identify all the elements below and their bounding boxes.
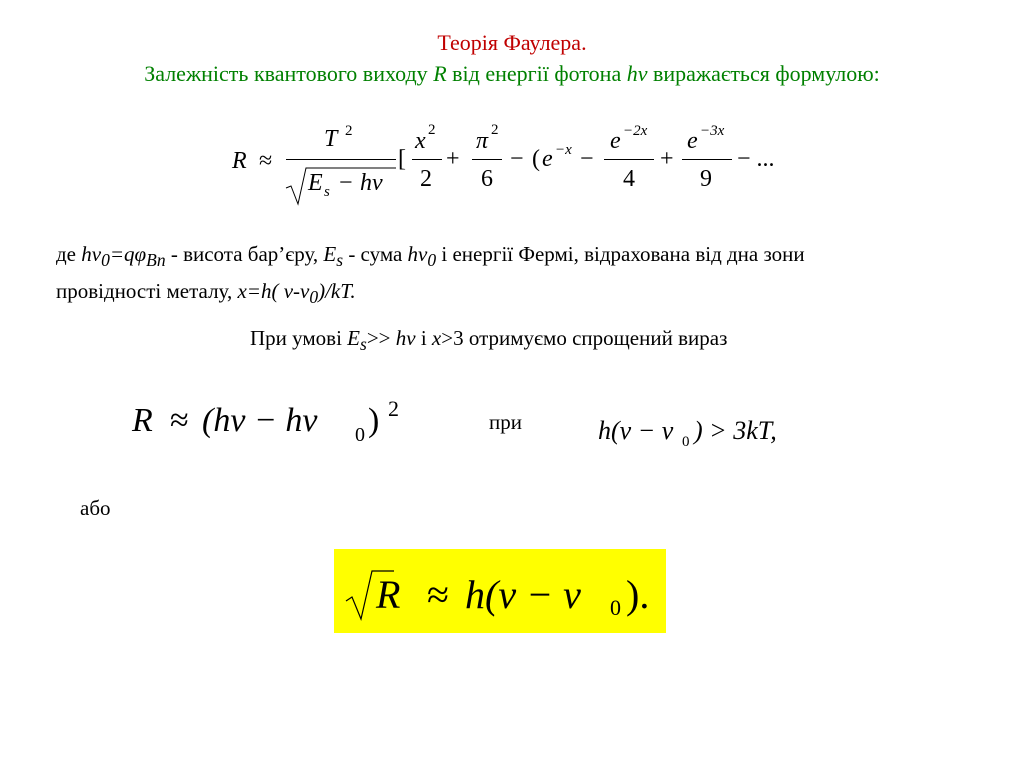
f2-approx: ≈ xyxy=(170,402,189,439)
f4-sub-0: 0 xyxy=(610,595,621,620)
f1-den-2: 2 xyxy=(420,166,432,192)
f1-hv: hν xyxy=(360,170,383,196)
f3-rest: ) > 3kT, xyxy=(694,416,777,445)
f2-sub-0: 0 xyxy=(355,424,365,446)
f3-sub-0: 0 xyxy=(682,434,690,450)
f1-den-6: 6 xyxy=(481,166,493,192)
f2-body: (hν − hν xyxy=(202,402,318,439)
f1-paren: ( xyxy=(532,146,540,172)
simplified-formula xyxy=(132,398,432,454)
f4-approx: ≈ xyxy=(427,572,449,617)
f1-T: T xyxy=(324,126,338,152)
para-sub-0: 0 xyxy=(101,250,110,271)
f1-tail: − ... xyxy=(737,146,775,172)
f1-x: x xyxy=(415,128,426,154)
f4-close: ). xyxy=(626,572,650,617)
para-text-4: і енергії Фермі, відрахована від дна зони xyxy=(436,242,805,266)
f1-plus-2: + xyxy=(660,146,674,172)
f1-bracket: [ xyxy=(398,146,406,172)
f2-exp-2: 2 xyxy=(388,396,399,421)
f1-e2-exp: −2x xyxy=(623,123,648,139)
subtitle-text-3: виражається формулою: xyxy=(647,61,880,86)
cond-hv: hν xyxy=(395,326,416,350)
f1-minus-3: − xyxy=(580,146,594,172)
f1-e2: e xyxy=(610,128,621,154)
para-xdef-2: )/kT. xyxy=(318,279,356,304)
f1-minus: − xyxy=(339,170,353,196)
condition-formula xyxy=(598,412,828,458)
fowler-formula xyxy=(232,118,792,210)
cond-text-4: >3 отримуємо спрощений вираз xyxy=(441,326,728,350)
f1-den-9: 9 xyxy=(700,166,712,192)
f3-body: h(ν − ν xyxy=(598,416,674,445)
f2-close: ) xyxy=(368,402,380,439)
f1-R: R xyxy=(232,148,247,174)
f1-plus: + xyxy=(446,146,460,172)
f1-Es: E xyxy=(308,170,323,196)
pri-label: при xyxy=(489,410,522,434)
condition-line xyxy=(250,326,727,355)
highlighted-formula-box xyxy=(334,549,666,633)
subtitle-text-2: від енергії фотона xyxy=(446,61,627,86)
f1-e: e xyxy=(542,146,553,172)
cond-text-2: >> xyxy=(366,326,396,350)
cond-Es: E xyxy=(347,326,360,350)
para-xdef: x=h( ν-ν xyxy=(237,279,310,304)
f1-pi-exp: 2 xyxy=(491,122,499,138)
para-text-2: - висота бар’єру, xyxy=(165,242,324,266)
f1-e-exp: −x xyxy=(555,142,572,158)
definition-paragraph xyxy=(56,239,986,313)
cond-text-1: При умові xyxy=(250,326,348,350)
cond-text-3: і xyxy=(415,326,432,350)
f1-pi: π xyxy=(476,128,489,154)
para-sub-0-c: 0 xyxy=(309,287,319,308)
subtitle-text-1: Залежність квантового виходу xyxy=(144,61,434,86)
para-eq: =qφ xyxy=(109,242,147,266)
para-sub-bn: Bn xyxy=(146,250,166,271)
f1-e3-exp: −3x xyxy=(700,123,725,139)
f1-x-exp: 2 xyxy=(428,122,436,138)
subtitle-hv: hν xyxy=(626,61,648,86)
cond-x: x xyxy=(431,326,442,350)
f1-fraction-line-2 xyxy=(412,159,442,160)
f2-R: R xyxy=(132,402,153,439)
para-text-3: - сума xyxy=(343,242,408,266)
para-text-5: провідності металу, xyxy=(56,279,238,304)
f1-fraction-line-1 xyxy=(286,159,396,160)
para-Es: E xyxy=(323,242,337,266)
para-sub-s: s xyxy=(336,250,344,271)
f1-e3: e xyxy=(687,128,698,154)
f4-body: h(ν − ν xyxy=(465,572,581,617)
f1-den-4: 4 xyxy=(623,166,635,192)
f1-approx: ≈ xyxy=(259,148,273,174)
slide-title: Теорія Фаулера. xyxy=(437,30,587,55)
abo-label: або xyxy=(80,496,111,520)
para-hv0-b: hν xyxy=(407,242,428,266)
para-hv0: hν xyxy=(81,242,102,266)
subtitle-R: R xyxy=(433,61,447,86)
cond-sub-s: s xyxy=(360,334,367,355)
f1-T-exp: 2 xyxy=(345,123,353,139)
f4-R: R xyxy=(376,572,401,617)
f1-fraction-line-5 xyxy=(682,159,732,160)
slide-subtitle xyxy=(0,61,1024,87)
para-text-1: де xyxy=(56,242,82,266)
f1-fraction-line-3 xyxy=(472,159,502,160)
f1-minus-2: − xyxy=(510,146,524,172)
para-sub-0-b: 0 xyxy=(427,250,437,271)
f1-Es-sub: s xyxy=(324,184,330,200)
f1-fraction-line-4 xyxy=(604,159,654,160)
